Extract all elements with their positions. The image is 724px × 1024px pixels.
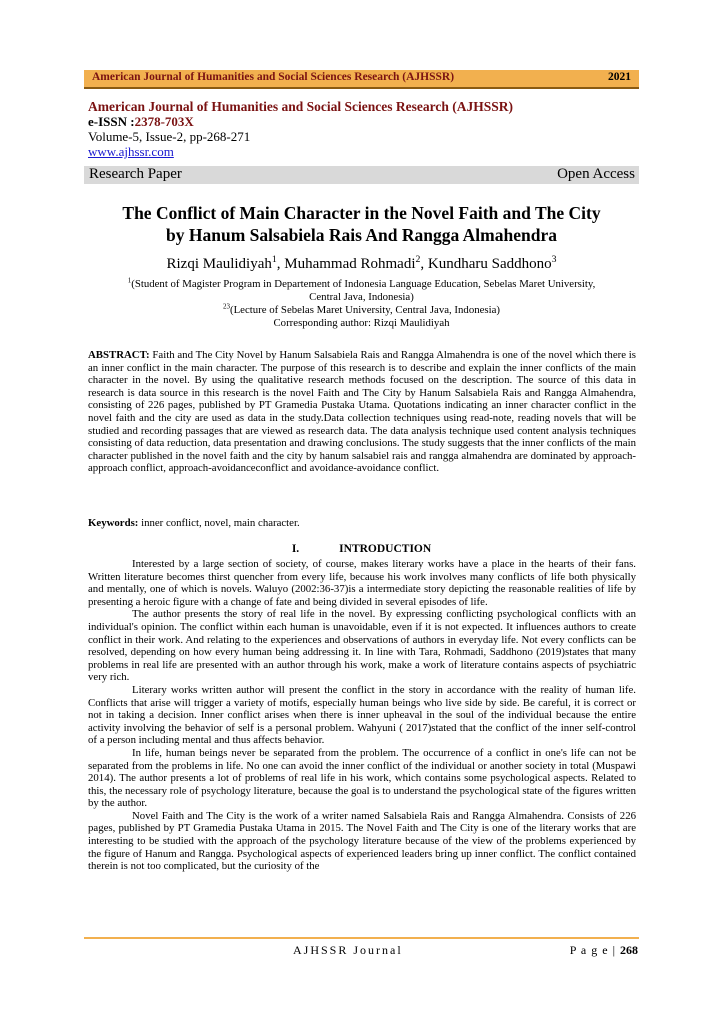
section-title: INTRODUCTION <box>339 543 432 555</box>
paper-title: The Conflict of Main Character in the Novel Faith and The City by Hanum Salsabiela Rais And Rangga Almahendra <box>122 203 601 245</box>
introduction-body <box>88 558 636 873</box>
journal-info-block <box>88 99 643 159</box>
author-name: Kundharu Saddhono <box>427 256 552 272</box>
journal-name: American Journal of Humanities and Social Sciences Research (AJHSSR) <box>88 99 513 114</box>
running-header-bar <box>84 70 639 89</box>
paragraph: Literary works written author will present the conflict in the story in accordance with the reality of human life. Conflicts that arise will trigger a variety of motifs, especially human beings who live side by side. Be careful, it is correct or not in taking a decision. Inner conflict arises when there is inner upheaval in the soul of the individual because the entire activity involving the behavior of self is a personal problem. Wahyuni ( 2017)stated that the conflict of the inner self-control of a person including mental and thus affects behavior. <box>88 683 636 747</box>
paragraph: Novel Faith and The City is the work of a writer named Salsabiela Rais and Rangga Almahendra. Consists of 226 pages, published by PT Gramedia Pustaka Utama in 2015. The Novel Faith and The City is one of the literary works that are interesting to be studied with the approach of the psychology literature because of the view of the problems experienced by the figure of Hanum and Rangga. Psychological aspects of experienced leaders bring up inner conflict. The conflict contained therein is not too complicated, but the curiosity of the <box>88 809 636 873</box>
page-number: 268 <box>620 943 638 957</box>
affiliation-1: $^1$(Student of Magister Program in Departement of Indonesia Language Education, Sebelas Maret University, <box>127 276 596 290</box>
journal-website-link[interactable]: www.ajhssr.com <box>88 144 174 159</box>
keywords-label: Keywords: <box>88 517 139 529</box>
paragraph: Interested by a large section of society, of course, makes literary works have a place in the hearts of their fans. Written literature becomes thirst quencher from every life, because his work involves many conflicts of life both physically and mentally, one of which is novels. Waluyo (2002:36-37)is a intermediate story depicting the reasonable realities of life by presenting a heroic figure with a change of fate and being divided in several episodes of life. <box>88 558 636 608</box>
keywords <box>88 517 636 530</box>
footer-journal: AJHSSR Journal <box>293 943 403 957</box>
author-name: Muhammad Rohmadi <box>284 256 416 272</box>
keywords-text: inner conflict, novel, main character. <box>138 517 300 529</box>
running-header-journal: American Journal of Humanities and Social Sciences Research (AJHSSR) <box>92 71 455 83</box>
affiliations: $^1$(Student of Magister Program in Departement of Indonesia Language Education, Sebelas Maret University, Central Java, Indonesia) $^{23}$(Lecture of Sebelas Maret University, Central Java, Indonesia) Corresponding author: Rizqi Maulidiyah <box>84 278 639 330</box>
paragraph: The author presents the story of real life in the novel. By expressing conflicting psychological conflicts with an individual's opinion. The conflict within each human is unavoidable, even if it is not expected. It influences authors to create conflict in their work. And relating to the experiences and observations of authors in everyday life. Not every conflicts can be resolved, depending on how every human being addressing it. In line with Tara, Rohmadi, Saddhono (2019)states that many problems in real life are presented with an author through his work, make a work of literature contains aspects of psychiatric very rich. <box>88 608 636 684</box>
author-list: Rizqi Maulidiyah$^1$, Muhammad Rohmadi$^2$, Kundharu Saddhono$^3$ <box>166 254 557 272</box>
section-heading <box>84 543 639 555</box>
abstract-text: Faith and The City Novel by Hanum Salsabiela Rais and Rangga Almahendra is one of the novel which there is an inner conflict in the main character. The purpose of this research is to describe and explain the inner conflicts of the main character in the novel. By using the qualitative research methods focused on the description. The source of this data in research is data source in this research is the novel Faith and The City by Hanum Salsabiela Rais and Rangga Almahendra, consisting of 226 pages, published by PT Gramedia Pustaka Utama. Quotations indicating an inner character conflict in the novel faith and the city are used as data in the study.Data collection techniques using read-note, reading novels that will be studied and recording passages that are viewed as research data. The data analysis technique used content analysis techniques consisting of data reduction, data presentation and drawing conclusions. The study suggests that the inner conflicts of the main character published in the novel faith and the city by hanum salsabiel rais and rangga almahendra are dominated by approach-approach conflict, approach-avoidanceconflict and avoidance-avoidance conflict. <box>88 349 636 475</box>
affiliation-2: $^{23}$(Lecture of Sebelas Maret University, Central Java, Indonesia) <box>222 302 501 316</box>
footer-rule <box>84 937 639 939</box>
paper-type-bar <box>84 166 639 184</box>
abstract-label: ABSTRACT: <box>88 349 150 361</box>
journal-volume: Volume-5, Issue-2, pp-268-271 <box>88 129 251 144</box>
paper-type-label: Research Paper <box>89 166 182 182</box>
corresponding-author: Corresponding author: Rizqi Maulidiyah <box>273 317 450 329</box>
access-type-label: Open Access <box>557 166 635 182</box>
author-name: Rizqi Maulidiyah <box>166 256 272 272</box>
abstract <box>88 349 636 475</box>
running-header-year: 2021 <box>608 71 631 83</box>
paragraph: In life, human beings never be separated from the problem. The occurrence of a conflict in one's life can not be separated from the problems in life. No one can avoid the inner conflict of the individual or another society in total (Muspawi 2014). The author presents a lot of problems of real life in his work, which contains some psychological aspects. Related to this, the necessary role of psychology literature, because the goal is to understand the psychological state of the figures written by the author. <box>88 746 636 810</box>
footer-page: P a g e | 268 <box>569 943 638 957</box>
journal-issn: e-ISSN :2378-703X <box>88 114 194 129</box>
section-number: I. <box>291 543 300 555</box>
